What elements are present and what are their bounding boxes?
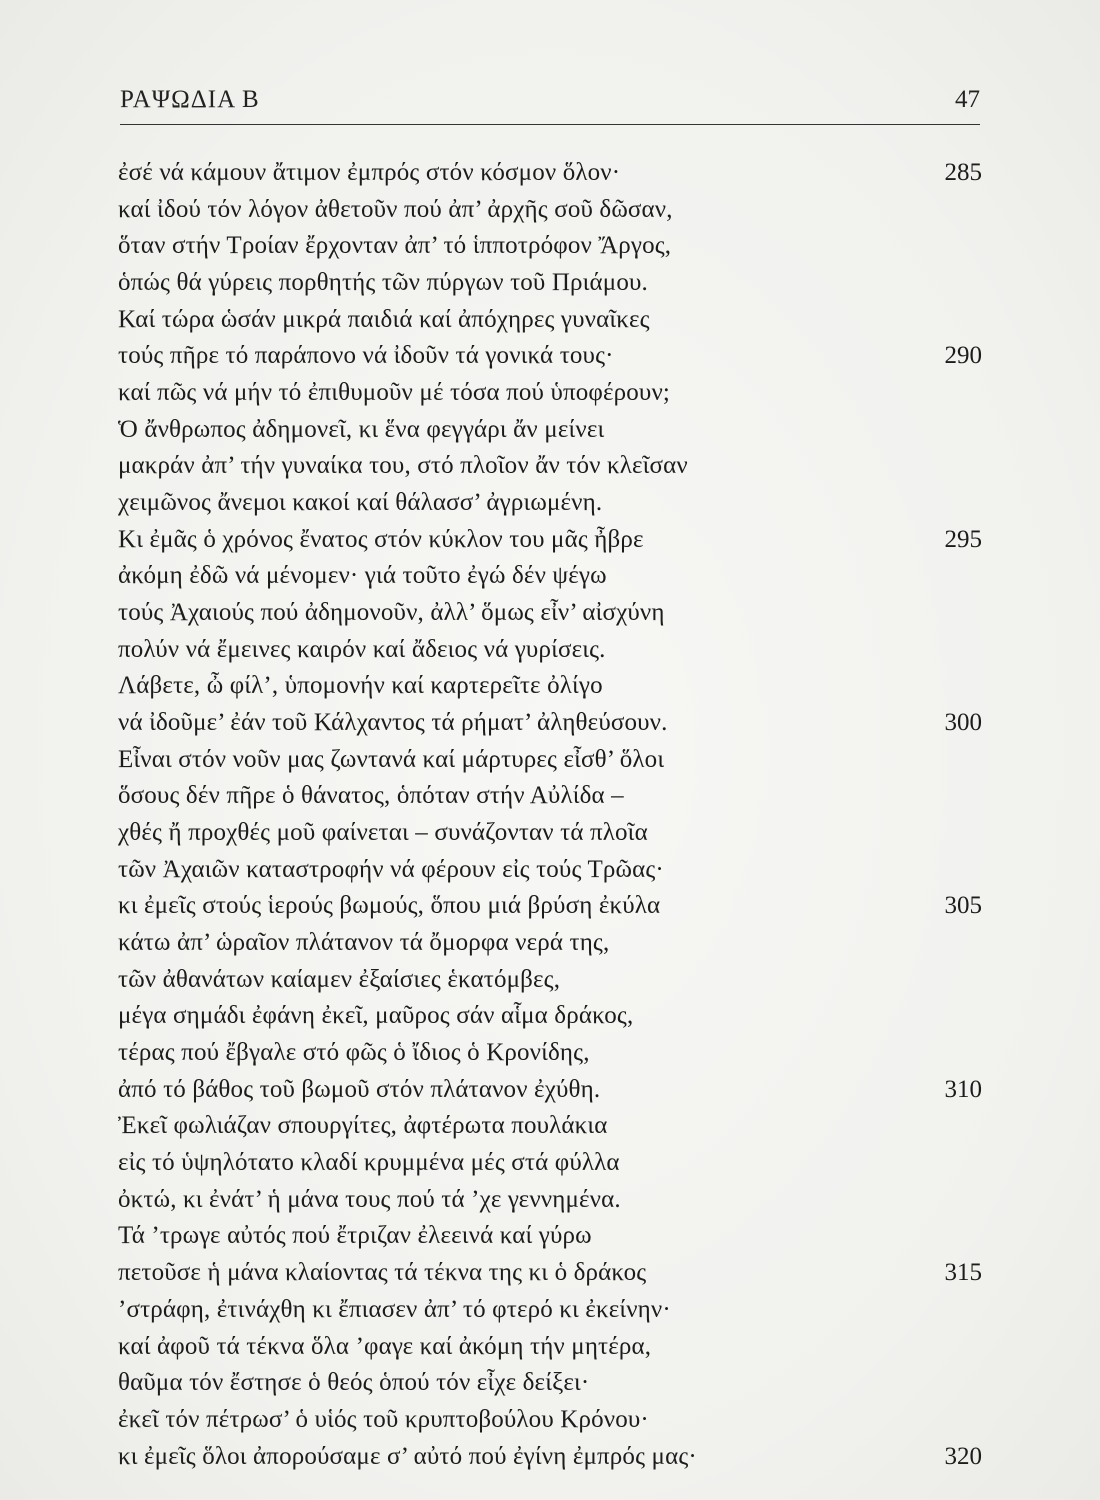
verse-line [118,412,982,449]
verse-line [118,888,982,925]
verse-line [118,595,982,632]
verse-line [118,1218,982,1255]
line-number: 300 [944,709,982,737]
verse-line [118,778,982,815]
verse-text: πολύν νά ἔμεινες καιρόν καί ἄδειος νά γυρίσεις. [118,635,606,663]
verse-text: καί πῶς νά μήν τό ἐπιθυμοῦν μέ τόσα πού ὑποφέρουν; [118,379,670,407]
verse-line [118,1292,982,1329]
verse-text: Λάβετε, ὦ φίλ’, ὑπομονήν καί καρτερεῖτε ὀλίγο [118,672,603,700]
page-number: 47 [955,86,980,113]
line-number: 305 [944,892,982,920]
verse-line [118,705,982,742]
verse-text: χειμῶνος ἄνεμοι κακοί καί θάλασσ’ ἀγριωμένη. [118,489,603,517]
verse-text: τῶν ἀθανάτων καίαμεν ἐξαίσιες ἑκατόμβες, [118,965,561,993]
verse-line [118,742,982,779]
verse-text: ὁπώς θά γύρεις πορθητής τῶν πύργων τοῦ Πριάμου. [118,269,648,297]
verse-text: εἰς τό ὑψηλότατο κλαδί κρυμμένα μές στά φύλλα [118,1149,620,1177]
verse-line [118,668,982,705]
verse-line [118,1365,982,1402]
verse-text: νά ἰδοῦμε’ ἐάν τοῦ Κάλχαντος τά ρήματ’ ἀληθεύσουν. [118,709,668,737]
verse-text: Ὁ ἄνθρωπος ἀδημονεῖ, κι ἕνα φεγγάρι ἄν μείνει [118,415,605,443]
verse-line [118,485,982,522]
verse-text: καί ἰδού τόν λόγον ἀθετοῦν πού ἀπ’ ἀρχῆς σοῦ δῶσαν, [118,195,673,223]
verse-line [118,1145,982,1182]
verse-text: ’στράφη, ἐτινάχθη κι ἔπιασεν ἀπ’ τό φτερό κι ἐκείνην· [118,1295,671,1323]
verse-line [118,155,982,192]
verse-line [118,522,982,559]
verse-text: ἐκεῖ τόν πέτρωσ’ ὁ υἱός τοῦ κρυπτοβούλου Κρόνου· [118,1405,649,1433]
verse-line [118,1329,982,1366]
verse-line [118,302,982,339]
line-number: 315 [944,1259,982,1287]
verse-line [118,815,982,852]
verse-line [118,925,982,962]
verse-line [118,632,982,669]
verse-line [118,228,982,265]
verse-line [118,1072,982,1109]
verse-text: ἀκόμη ἐδῶ νά μένομεν· γιά τοῦτο ἐγώ δέν ψέγω [118,562,607,590]
verse-text: τέρας πού ἔβγαλε στό φῶς ὁ ἴδιος ὁ Κρονίδης, [118,1039,590,1067]
verse-text: χθές ἤ προχθές μοῦ φαίνεται – συνάζονταν τά πλοῖα [118,819,648,847]
verse-line [118,265,982,302]
verse-text: ὅσους δέν πῆρε ὁ θάνατος, ὁπόταν στήν Αὐλίδα – [118,782,624,810]
verse-text: Εἶναι στόν νοῦν μας ζωντανά καί μάρτυρες εἶσθ’ ὅλοι [118,745,665,773]
line-number: 310 [944,1075,982,1103]
verse-text: Καί τώρα ὡσάν μικρά παιδιά καί ἀπόχηρες γυναῖκες [118,305,650,333]
verse-line [118,338,982,375]
verse-line [118,1108,982,1145]
poem-text [118,155,982,1475]
verse-text: Τά ’τρωγε αὐτός πού ἔτριζαν ἐλεεινά καί γύρω [118,1222,592,1250]
verse-text: μέγα σημάδι ἐφάνη ἐκεῖ, μαῦρος σάν αἷμα δράκος, [118,1002,634,1030]
verse-line [118,852,982,889]
header-rule [120,124,980,125]
verse-text: τούς Ἀχαιούς πού ἀδημονοῦν, ἀλλ’ ὅμως εἶν’ αἰσχύνη [118,599,665,627]
verse-text: Ἐκεῖ φωλιάζαν σπουργίτες, ἀφτέρωτα πουλάκια [118,1112,608,1140]
page-header [120,86,980,120]
line-number: 320 [944,1442,982,1470]
verse-text: ὅταν στήν Τροίαν ἔρχονταν ἀπ’ τό ἱπποτρόφον Ἄργος, [118,232,672,260]
verse-text: ἀπό τό βάθος τοῦ βωμοῦ στόν πλάτανον ἐχύθη. [118,1075,601,1103]
line-number: 285 [944,159,982,186]
running-head: ΡΑΨΩΔΙΑ Β [120,86,260,113]
verse-text: ὀκτώ, κι ἐνάτ’ ἡ μάνα τους πού τά ’χε γεννημένα. [118,1185,621,1213]
verse-text: καί ἀφοῦ τά τέκνα ὅλα ’φαγε καί ἀκόμη τήν μητέρα, [118,1332,652,1360]
verse-line [118,1439,982,1476]
verse-line [118,1182,982,1219]
verse-line [118,192,982,229]
line-number: 290 [944,342,982,370]
verse-text: ἐσέ νά κάμουν ἄτιμον ἐμπρός στόν κόσμον ὅλον· [118,159,621,186]
verse-text: κι ἐμεῖς ὅλοι ἀπορούσαμε σ’ αὐτό πού ἐγίνη ἐμπρός μας· [118,1442,697,1470]
line-number: 295 [944,525,982,553]
verse-line [118,1402,982,1439]
verse-line [118,962,982,999]
verse-text: θαῦμα τόν ἔστησε ὁ θεός ὁπού τόν εἶχε δείξει· [118,1369,590,1397]
verse-line [118,1255,982,1292]
verse-text: μακράν ἀπ’ τήν γυναίκα του, στό πλοῖον ἄν τόν κλεῖσαν [118,452,688,480]
verse-text: κάτω ἀπ’ ὡραῖον πλάτανον τά ὄμορφα νερά της, [118,929,610,957]
verse-text: πετοῦσε ἡ μάνα κλαίοντας τά τέκνα της κι ὁ δράκος [118,1259,647,1287]
verse-text: κι ἐμεῖς στούς ἱερούς βωμούς, ὅπου μιά βρύση ἐκύλα [118,892,661,920]
verse-line [118,1035,982,1072]
verse-text: Κι ἐμᾶς ὁ χρόνος ἔνατος στόν κύκλον του μᾶς ἦβρε [118,525,644,553]
verse-line [118,558,982,595]
verse-text: τούς πῆρε τό παράπονο νά ἰδοῦν τά γονικά τους· [118,342,614,370]
verse-line [118,375,982,412]
verse-line [118,448,982,485]
verse-line [118,998,982,1035]
verse-text: τῶν Ἀχαιῶν καταστροφήν νά φέρουν εἰς τούς Τρῶας· [118,855,664,883]
